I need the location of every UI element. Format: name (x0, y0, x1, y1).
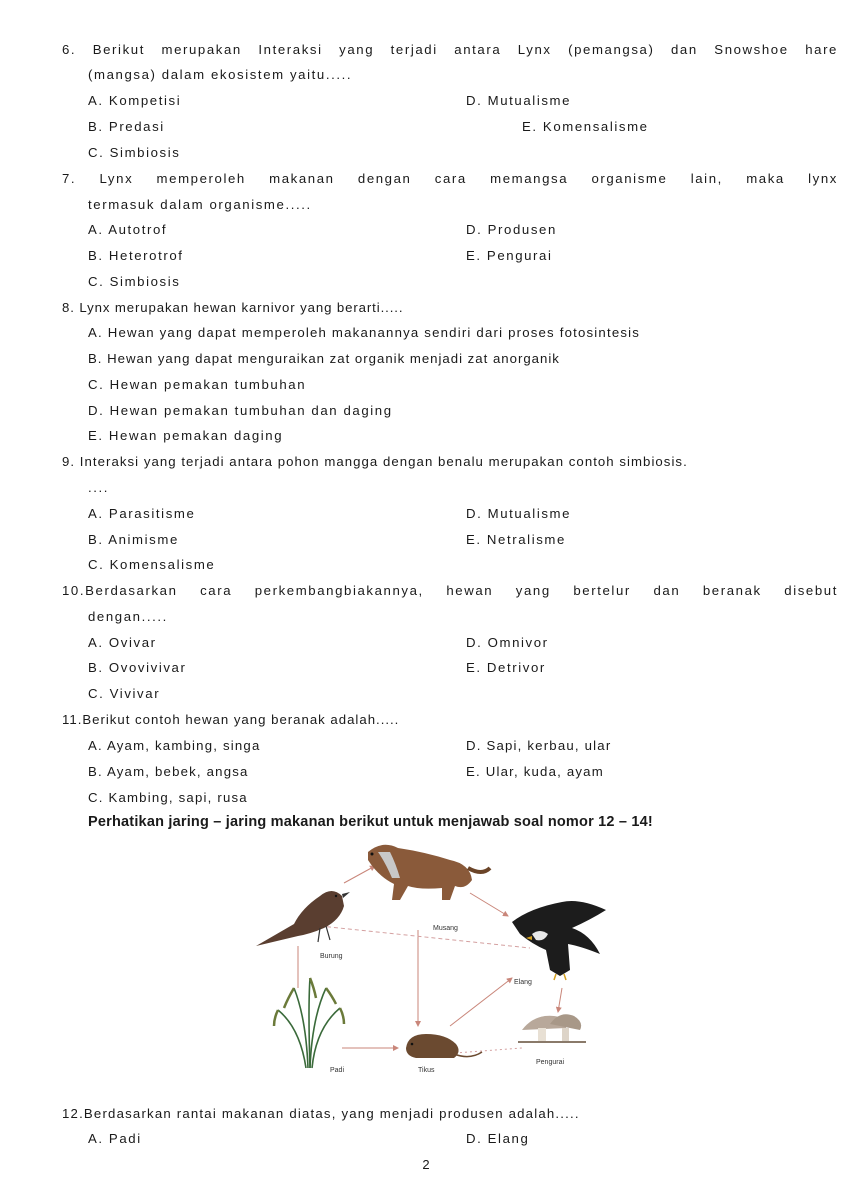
label-elang: Elang (514, 979, 532, 986)
q6-option-b: B. Predasi (88, 119, 165, 134)
question-6-text-cont: (mangsa) dalam ekosistem yaitu..... (88, 67, 353, 82)
question-8-text: 8. Lynx merupakan hewan karnivor yang berarti..... (62, 300, 404, 315)
label-padi: Padi (330, 1067, 345, 1074)
q8-option-b: B. Hewan yang dapat menguraikan zat organik menjadi zat anorganik (88, 351, 560, 366)
q11-option-c: C. Kambing, sapi, rusa (88, 790, 248, 805)
label-pengurai: Pengurai (536, 1059, 565, 1066)
q6-option-d: D. Mutualisme (466, 93, 572, 108)
musang-figure (368, 845, 490, 900)
label-burung: Burung (320, 953, 343, 960)
page-number: 2 (422, 1157, 430, 1172)
q8-option-d: D. Hewan pemakan tumbuhan dan daging (88, 403, 393, 418)
q11-option-b: B. Ayam, bebek, angsa (88, 764, 249, 779)
question-7-text-cont: termasuk dalam organisme..... (88, 197, 312, 212)
pengurai-figure (518, 1014, 586, 1042)
q9-option-d: D. Mutualisme (466, 506, 572, 521)
q10-option-a: A. Ovivar (88, 635, 157, 650)
q9-option-c: C. Komensalisme (88, 557, 216, 572)
label-musang: Musang (433, 925, 458, 932)
tikus-figure (406, 1034, 482, 1058)
q7-option-a: A. Autotrof (88, 222, 168, 237)
arrow-burung-musang (344, 866, 375, 883)
arrow-burung-elang (320, 926, 530, 948)
q7-option-c: C. Simbiosis (88, 274, 181, 289)
question-9-text-cont: .... (88, 480, 110, 495)
arrow-tikus-pengurai (455, 1048, 522, 1053)
q8-option-a: A. Hewan yang dapat memperoleh makanannya sendiri dari proses fotosintesis (88, 325, 641, 340)
label-tikus: Tikus (418, 1067, 435, 1074)
food-web-diagram (250, 838, 612, 1076)
question-7-text: 7. Lynx memperoleh makanan dengan cara memangsa organisme lain, maka lynx (62, 171, 838, 186)
q11-option-a: A. Ayam, kambing, singa (88, 738, 261, 753)
q6-option-a: A. Kompetisi (88, 93, 182, 108)
q6-option-e: E. Komensalisme (522, 119, 649, 134)
question-11-text: 11.Berikut contoh hewan yang beranak adalah..... (62, 712, 400, 727)
question-10-text: 10.Berdasarkan cara perkembangbiakannya, hewan yang bertelur dan beranak disebut (62, 583, 838, 598)
q8-option-c: C. Hewan pemakan tumbuhan (88, 377, 307, 392)
q7-option-e: E. Pengurai (466, 248, 553, 263)
question-12-text: 12.Berdasarkan rantai makanan diatas, yang menjadi produsen adalah..... (62, 1106, 580, 1121)
q11-option-d: D. Sapi, kerbau, ular (466, 738, 612, 753)
q9-option-a: A. Parasitisme (88, 506, 196, 521)
food-web-heading: Perhatikan jaring – jaring makanan berikut untuk menjawab soal nomor 12 – 14! (88, 814, 653, 830)
q9-option-b: B. Animisme (88, 532, 179, 547)
q6-option-c: C. Simbiosis (88, 145, 181, 160)
q7-option-b: B. Heterotrof (88, 248, 184, 263)
arrow-tikus-elang (450, 978, 512, 1026)
arrow-elang-pengurai (558, 988, 562, 1012)
arrow-musang-elang (470, 893, 508, 916)
q12-option-d: D. Elang (466, 1131, 530, 1146)
q10-option-d: D. Omnivor (466, 635, 549, 650)
question-10-text-cont: dengan..... (88, 609, 168, 624)
padi-figure (274, 978, 344, 1068)
q10-option-c: C. Vivivar (88, 686, 161, 701)
q7-option-d: D. Produsen (466, 222, 557, 237)
question-9-text: 9. Interaksi yang terjadi antara pohon mangga dengan benalu merupakan contoh simbiosis. (62, 454, 688, 469)
q10-option-b: B. Ovovivivar (88, 660, 187, 675)
question-6-text: 6. Berikut merupakan Interaksi yang terjadi antara Lynx (pemangsa) dan Snowshoe hare (62, 42, 838, 57)
burung-figure (256, 891, 350, 946)
q10-option-e: E. Detrivor (466, 660, 546, 675)
q8-option-e: E. Hewan pemakan daging (88, 428, 284, 443)
elang-figure (512, 901, 606, 980)
q9-option-e: E. Netralisme (466, 532, 566, 547)
q11-option-e: E. Ular, kuda, ayam (466, 764, 604, 779)
q12-option-a: A. Padi (88, 1131, 142, 1146)
